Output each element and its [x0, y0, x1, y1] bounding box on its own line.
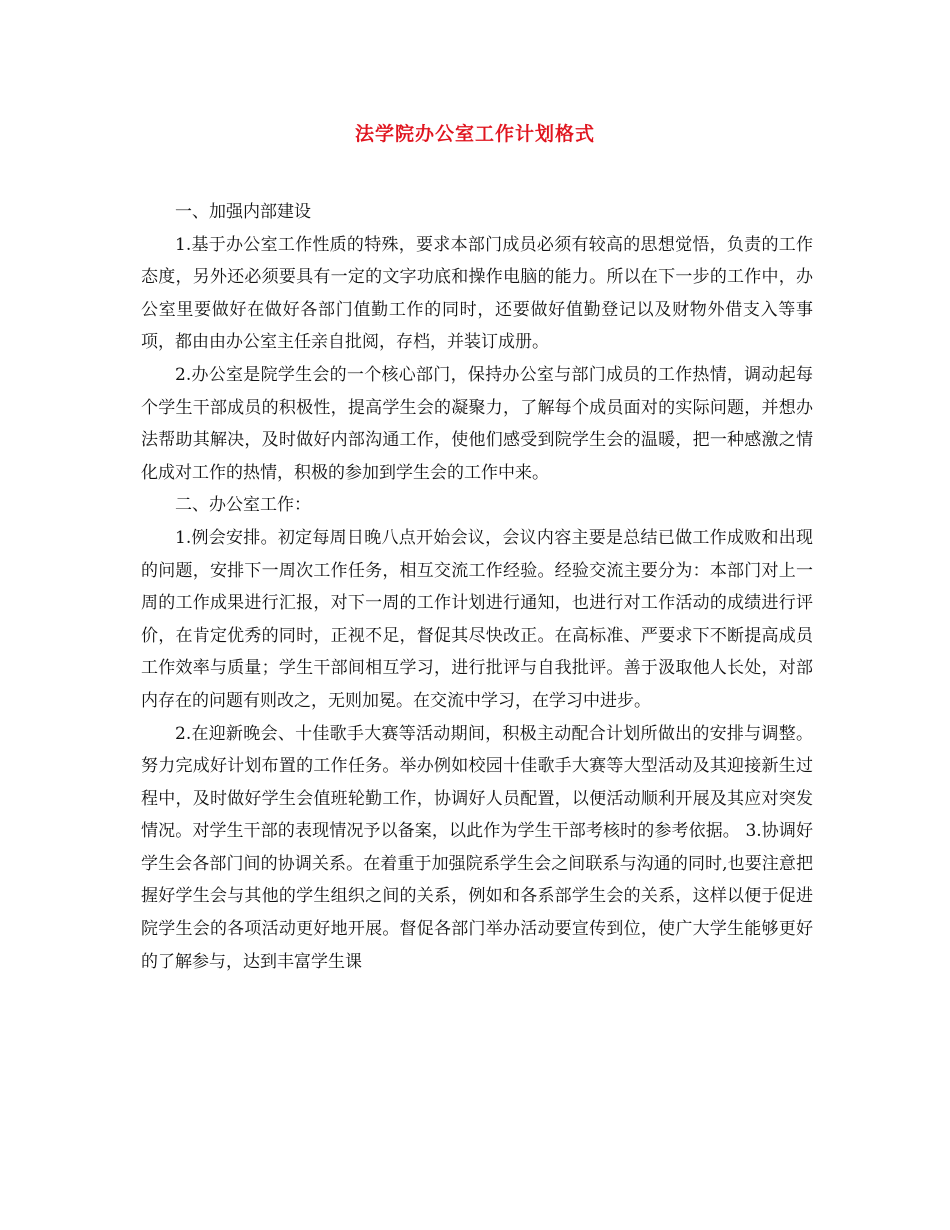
paragraph-events-coordination: 2.在迎新晚会、十佳歌手大赛等活动期间，积极主动配合计划所做出的安排与调整。努力完成好计划布置的工作任务。举办例如校园十佳歌手大赛等大型活动及其迎接新生过程中，及时做好学生会值班轮勤工作，协调好人员配置，以便活动顺利开展及其应对突发情况。对学生干部的表现情况予以备案，以此作为学生干部考核时的参考依据。 3.协调好学生会各部门间的协调关系。在着重于加强院系学生会之间联系与沟通的同时,也要注意把握好学生会与其他的学生组织之间的关系，例如和各系部学生会的关系，这样以便于促进院学生会的各项活动更好地开展。督促各部门举办活动要宣传到位，使广大学生能够更好的了解参与，达到丰富学生课 [141, 723, 813, 972]
section-heading-internal-building: 一、加强内部建设 [175, 202, 311, 222]
section-heading-office-work: 二、办公室工作： [175, 495, 311, 516]
paragraph-office-nature: 1.基于办公室工作性质的特殊，要求本部门成员必须有较高的思想觉悟，负责的工作态度，另外还必须要具有一定的文字功底和操作电脑的能力。所以在下一步的工作中，办公室里要做好在做好各部门值勤工作的同时，还要做好值勤登记以及财物外借支入等事项，都由由办公室主任亲自批阅，存档，并装订成册。 [141, 234, 813, 353]
paragraph-weekly-meeting: 1.例会安排。初定每周日晚八点开始会议，会议内容主要是总结已做工作成败和出现的问题，安排下一周次工作任务，相互交流工作经验。经验交流主要分为：本部门对上一周的工作成果进行汇报，对下一周的工作计划进行通知，也进行对工作活动的成绩进行评价，在肯定优秀的同时，正视不足，督促其尽快改正。在高标准、严要求下不断提高成员工作效率与质量；学生干部间相互学习，进行批评与自我批评。善于汲取他人长处，对部内存在的问题有则改之，无则加冕。在交流中学习，在学习中进步。 [141, 527, 813, 711]
document-body [141, 196, 813, 978]
paragraph-core-department: 2.办公室是院学生会的一个核心部门，保持办公室与部门成员的工作热情，调动起每个学生干部成员的积极性，提高学生会的凝聚力，了解每个成员面对的实际问题，并想办法帮助其解决，及时做好内部沟通工作，使他们感受到院学生会的温暖，把一种感激之情化成对工作的热情，积极的参加到学生会的工作中来。 [141, 364, 813, 483]
document-title: 法学院办公室工作计划格式 [354, 123, 595, 145]
